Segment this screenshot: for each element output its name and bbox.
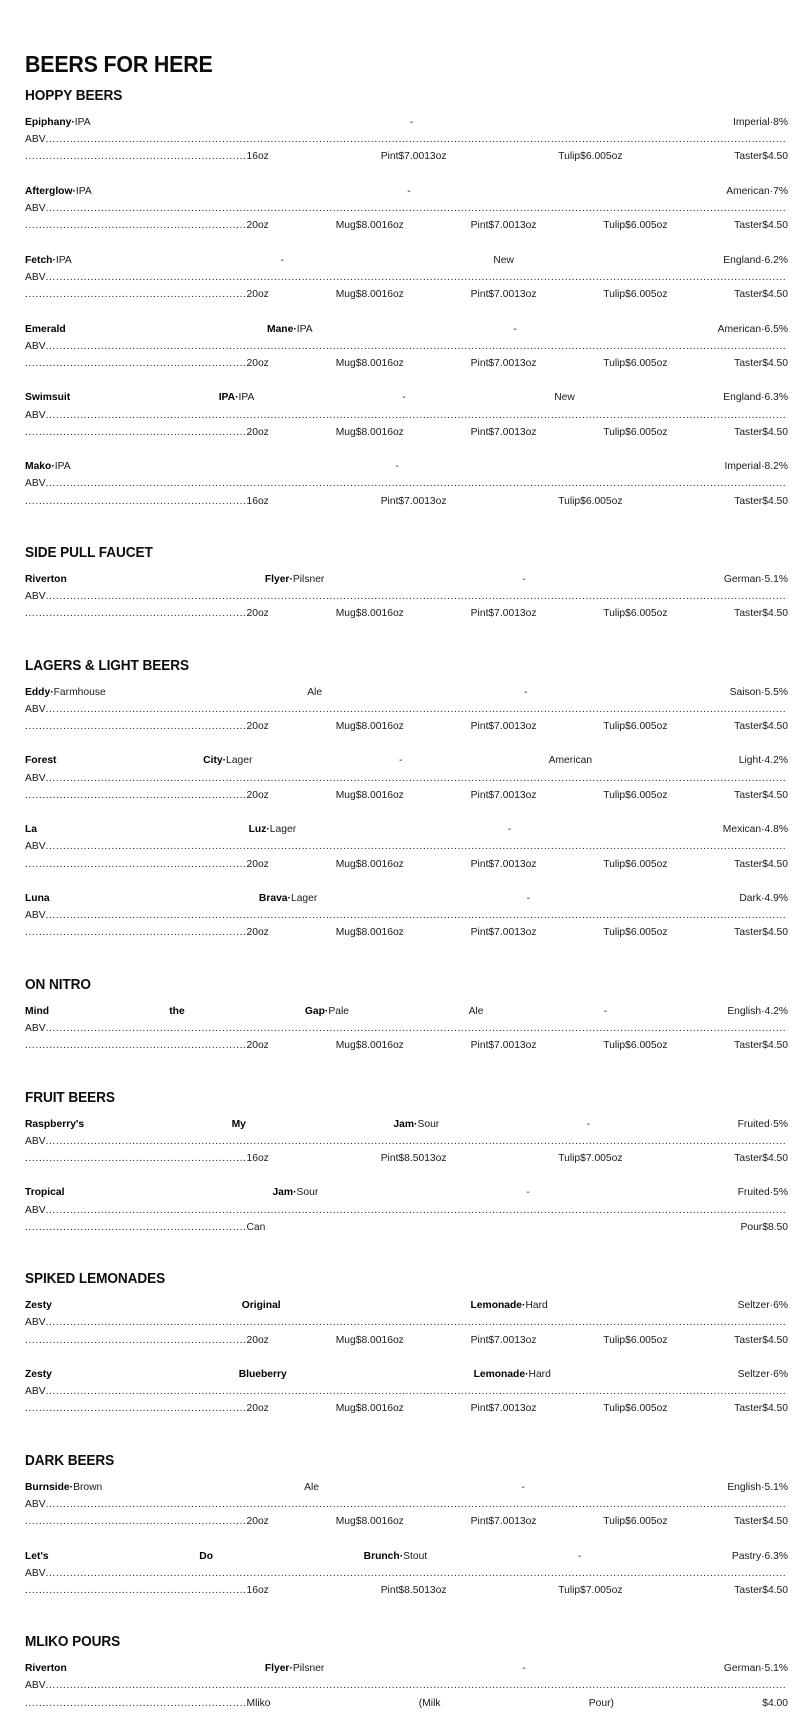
name-style-separator: ·: [525, 1368, 529, 1380]
beer-item: [25, 114, 788, 183]
beer-item: [25, 1479, 788, 1548]
name-style-separator: ·: [51, 461, 55, 473]
beer-name: Luna Brava: [25, 893, 288, 905]
beer-prices: 20oz Mug$8.0016oz Pint$7.0013oz Tulip$6.005oz Taster$4.50: [246, 858, 788, 870]
beer-list: [25, 1003, 788, 1072]
menu-section: [25, 1635, 788, 1729]
dot-leader: ......................................................................................................................................................................................................................................................................................: [25, 271, 787, 301]
dot-leader: ......................................................................................................................................................................................................................................................................................: [25, 1680, 787, 1709]
beer-item: [25, 321, 788, 390]
beer-name: Let's Do Brunch: [25, 1550, 400, 1562]
beer-item: [25, 252, 788, 321]
beer-prices: 20oz Mug$8.0016oz Pint$7.0013oz Tulip$6.005oz Taster$4.50: [246, 289, 788, 301]
beer-item: [25, 571, 788, 640]
dot-leader: ......................................................................................................................................................................................................................................................................................: [25, 203, 787, 232]
name-style-separator: ·: [235, 392, 239, 404]
beer-name: Riverton Flyer: [25, 573, 290, 585]
menu-section: [25, 89, 788, 527]
dot-leader: ......................................................................................................................................................................................................................................................................................: [25, 910, 787, 939]
dot-leader: ......................................................................................................................................................................................................................................................................................: [25, 1023, 787, 1052]
dot-leader: ......................................................................................................................................................................................................................................................................................: [25, 1135, 787, 1164]
beer-list: [25, 1297, 788, 1435]
beer-prices: 20oz Mug$8.0016oz Pint$7.0013oz Tulip$6.005oz Taster$4.50: [246, 789, 788, 801]
dot-leader: ......................................................................................................................................................................................................................................................................................: [25, 1567, 787, 1596]
beer-style: Hard Seltzer·6% ABV: [25, 1368, 788, 1398]
beer-name: Riverton Flyer: [25, 1663, 290, 1675]
beer-style: Stout - Pastry·6.3% ABV: [25, 1550, 788, 1579]
dot-leader: ......................................................................................................................................................................................................................................................................................: [25, 478, 787, 507]
beer-item: [25, 1366, 788, 1435]
beer-item: [25, 1184, 788, 1253]
dot-leader: ......................................................................................................................................................................................................................................................................................: [25, 772, 787, 801]
beer-prices: 20oz Mug$8.0016oz Pint$7.0013oz Tulip$6.005oz Taster$4.50: [246, 608, 788, 620]
name-style-separator: ·: [293, 323, 297, 335]
beer-name: Forest City: [25, 755, 223, 767]
beer-style: IPA - New England·6.2% ABV: [25, 254, 788, 283]
beer-name: Epiphany: [25, 117, 72, 129]
beer-list: [25, 1479, 788, 1617]
beer-style: Sour - Fruited·5% ABV: [25, 1187, 788, 1216]
name-style-separator: ·: [266, 824, 270, 836]
beer-item: [25, 821, 788, 890]
beer-prices: 20oz Mug$8.0016oz Pint$7.0013oz Tulip$6.005oz Taster$4.50: [246, 1403, 788, 1415]
beer-prices: 20oz Mug$8.0016oz Pint$7.0013oz Tulip$6.005oz Taster$4.50: [246, 220, 788, 232]
dot-leader: ......................................................................................................................................................................................................................................................................................: [25, 703, 787, 733]
name-style-separator: ·: [222, 755, 227, 767]
dot-leader: ......................................................................................................................................................................................................................................................................................: [25, 409, 787, 438]
beer-item: [25, 1003, 788, 1072]
name-style-separator: ·: [52, 254, 56, 266]
dot-leader: ......................................................................................................................................................................................................................................................................................: [25, 591, 787, 620]
beer-prices: 20oz Mug$8.0016oz Pint$7.0013oz Tulip$6.005oz Taster$4.50: [246, 721, 788, 733]
beer-name: Mako: [25, 461, 52, 473]
beer-list: [25, 684, 788, 959]
name-style-separator: ·: [399, 1550, 404, 1562]
section-heading: FRUIT BEERS: [25, 1089, 115, 1106]
beer-name: Zesty Blueberry Lemonade: [25, 1368, 526, 1380]
section-heading: LAGERS & LIGHT BEERS: [25, 657, 189, 674]
beer-item: [25, 1116, 788, 1185]
beer-item: [25, 458, 788, 527]
beer-prices: 20oz Mug$8.0016oz Pint$7.0013oz Tulip$6.005oz Taster$4.50: [246, 927, 788, 939]
beer-style: Pilsner - German·5.1% ABV: [25, 573, 788, 603]
name-style-separator: ·: [69, 1481, 74, 1493]
beer-name: Raspberry's My Jam: [25, 1118, 415, 1130]
beer-name: Emerald Mane: [25, 323, 294, 335]
menu-sections: [25, 89, 788, 1729]
beer-name: Fetch: [25, 254, 53, 266]
beer-item: [25, 1548, 788, 1617]
beer-name: Mind the Gap: [25, 1005, 325, 1017]
beer-style: Farmhouse Ale - Saison·5.5% ABV: [25, 686, 788, 715]
beer-style: Lager - Mexican·4.8% ABV: [25, 824, 789, 853]
beer-list: [25, 114, 788, 527]
beer-prices: 16oz Pint$7.0013oz Tulip$6.005oz Taster$4.50: [246, 495, 788, 507]
name-style-separator: ·: [289, 573, 293, 585]
beer-style: IPA - New England·6.3% ABV: [25, 392, 788, 421]
beer-style: IPA - American·7% ABV: [25, 185, 788, 215]
beer-prices: 20oz Mug$8.0016oz Pint$7.0013oz Tulip$6.005oz Taster$4.50: [246, 357, 788, 369]
beer-list: [25, 1660, 788, 1729]
name-style-separator: ·: [71, 117, 75, 129]
beer-list: [25, 571, 788, 640]
beer-item: [25, 389, 788, 458]
beer-name: Swimsuit IPA: [25, 392, 236, 404]
beer-prices: Can Pour$8.50: [246, 1221, 788, 1233]
beer-name: Eddy: [25, 686, 51, 698]
beer-item: [25, 1297, 788, 1366]
dot-leader: ......................................................................................................................................................................................................................................................................................: [25, 1317, 787, 1346]
name-style-separator: ·: [293, 1187, 297, 1199]
beer-item: [25, 1660, 788, 1729]
name-style-separator: ·: [414, 1118, 418, 1130]
section-heading: SIDE PULL FAUCET: [25, 544, 153, 561]
dot-leader: ......................................................................................................................................................................................................................................................................................: [25, 340, 787, 369]
menu-section: [25, 978, 788, 1072]
beer-name: Afterglow: [25, 185, 73, 197]
beer-item: [25, 890, 788, 959]
beer-prices: 20oz Mug$8.0016oz Pint$7.0013oz Tulip$6.005oz Taster$4.50: [246, 1334, 788, 1346]
beer-prices: 16oz Pint$8.5013oz Tulip$7.005oz Taster$4.50: [246, 1152, 788, 1164]
beer-style: IPA - American·6.5% ABV: [25, 323, 788, 352]
beer-name: La Luz: [25, 824, 267, 836]
section-heading: ON NITRO: [25, 976, 91, 993]
menu-section: [25, 659, 788, 959]
dot-leader: ......................................................................................................................................................................................................................................................................................: [25, 134, 787, 163]
beer-style: Lager - American Light·4.2% ABV: [25, 755, 788, 784]
section-heading: SPIKED LEMONADES: [25, 1271, 166, 1288]
beer-prices: 20oz Mug$8.0016oz Pint$7.0013oz Tulip$6.005oz Taster$4.50: [246, 1040, 788, 1052]
section-heading: MLIKO POURS: [25, 1634, 121, 1651]
beer-item: [25, 183, 788, 252]
dot-leader: ......................................................................................................................................................................................................................................................................................: [25, 1498, 787, 1528]
beer-prices: 16oz Pint$8.5013oz Tulip$7.005oz Taster$4.50: [246, 1584, 788, 1596]
dot-leader: ......................................................................................................................................................................................................................................................................................: [25, 841, 787, 870]
beer-item: [25, 684, 788, 753]
beer-style: Brown Ale - English·5.1% ABV: [25, 1481, 788, 1510]
beer-prices: Mliko (Milk Pour) $4.00: [246, 1697, 788, 1709]
page-title: BEERS FOR HERE: [25, 51, 213, 77]
name-style-separator: ·: [522, 1300, 526, 1312]
beer-style: Lager - Dark·4.9% ABV: [25, 893, 788, 922]
menu-section: [25, 1272, 788, 1435]
name-style-separator: ·: [72, 185, 76, 197]
beer-style: Hard Seltzer·6% ABV: [25, 1300, 788, 1329]
beer-style: Pilsner - German·5.1% ABV: [25, 1663, 788, 1692]
menu-section: [25, 1091, 788, 1254]
beer-style: IPA - Imperial·8.2% ABV: [25, 461, 788, 490]
beer-style: IPA - Imperial·8% ABV: [25, 117, 788, 146]
name-style-separator: ·: [287, 893, 291, 905]
menu-section: [25, 1454, 788, 1617]
dot-leader: ......................................................................................................................................................................................................................................................................................: [25, 1204, 787, 1233]
name-style-separator: ·: [324, 1005, 329, 1017]
beer-name: Burnside: [25, 1481, 70, 1493]
beer-list: [25, 1116, 788, 1254]
beer-name: Zesty Original Lemonade: [25, 1300, 523, 1312]
beer-prices: 20oz Mug$8.0016oz Pint$7.0013oz Tulip$6.005oz Taster$4.50: [246, 1516, 788, 1528]
dot-leader: ......................................................................................................................................................................................................................................................................................: [25, 1386, 787, 1415]
beer-prices: 16oz Pint$7.0013oz Tulip$6.005oz Taster$4.50: [246, 151, 788, 163]
beer-prices: 20oz Mug$8.0016oz Pint$7.0013oz Tulip$6.005oz Taster$4.50: [246, 426, 788, 438]
name-style-separator: ·: [289, 1663, 293, 1675]
section-heading: HOPPY BEERS: [25, 88, 123, 105]
name-style-separator: ·: [50, 686, 54, 698]
beer-style: Sour - Fruited·5% ABV: [25, 1118, 788, 1147]
beer-item: [25, 752, 788, 821]
section-heading: DARK BEERS: [25, 1452, 115, 1469]
beer-name: Tropical Jam: [25, 1187, 294, 1199]
menu-section: [25, 546, 788, 640]
beer-style: Pale Ale - English·4.2% ABV: [25, 1005, 788, 1035]
